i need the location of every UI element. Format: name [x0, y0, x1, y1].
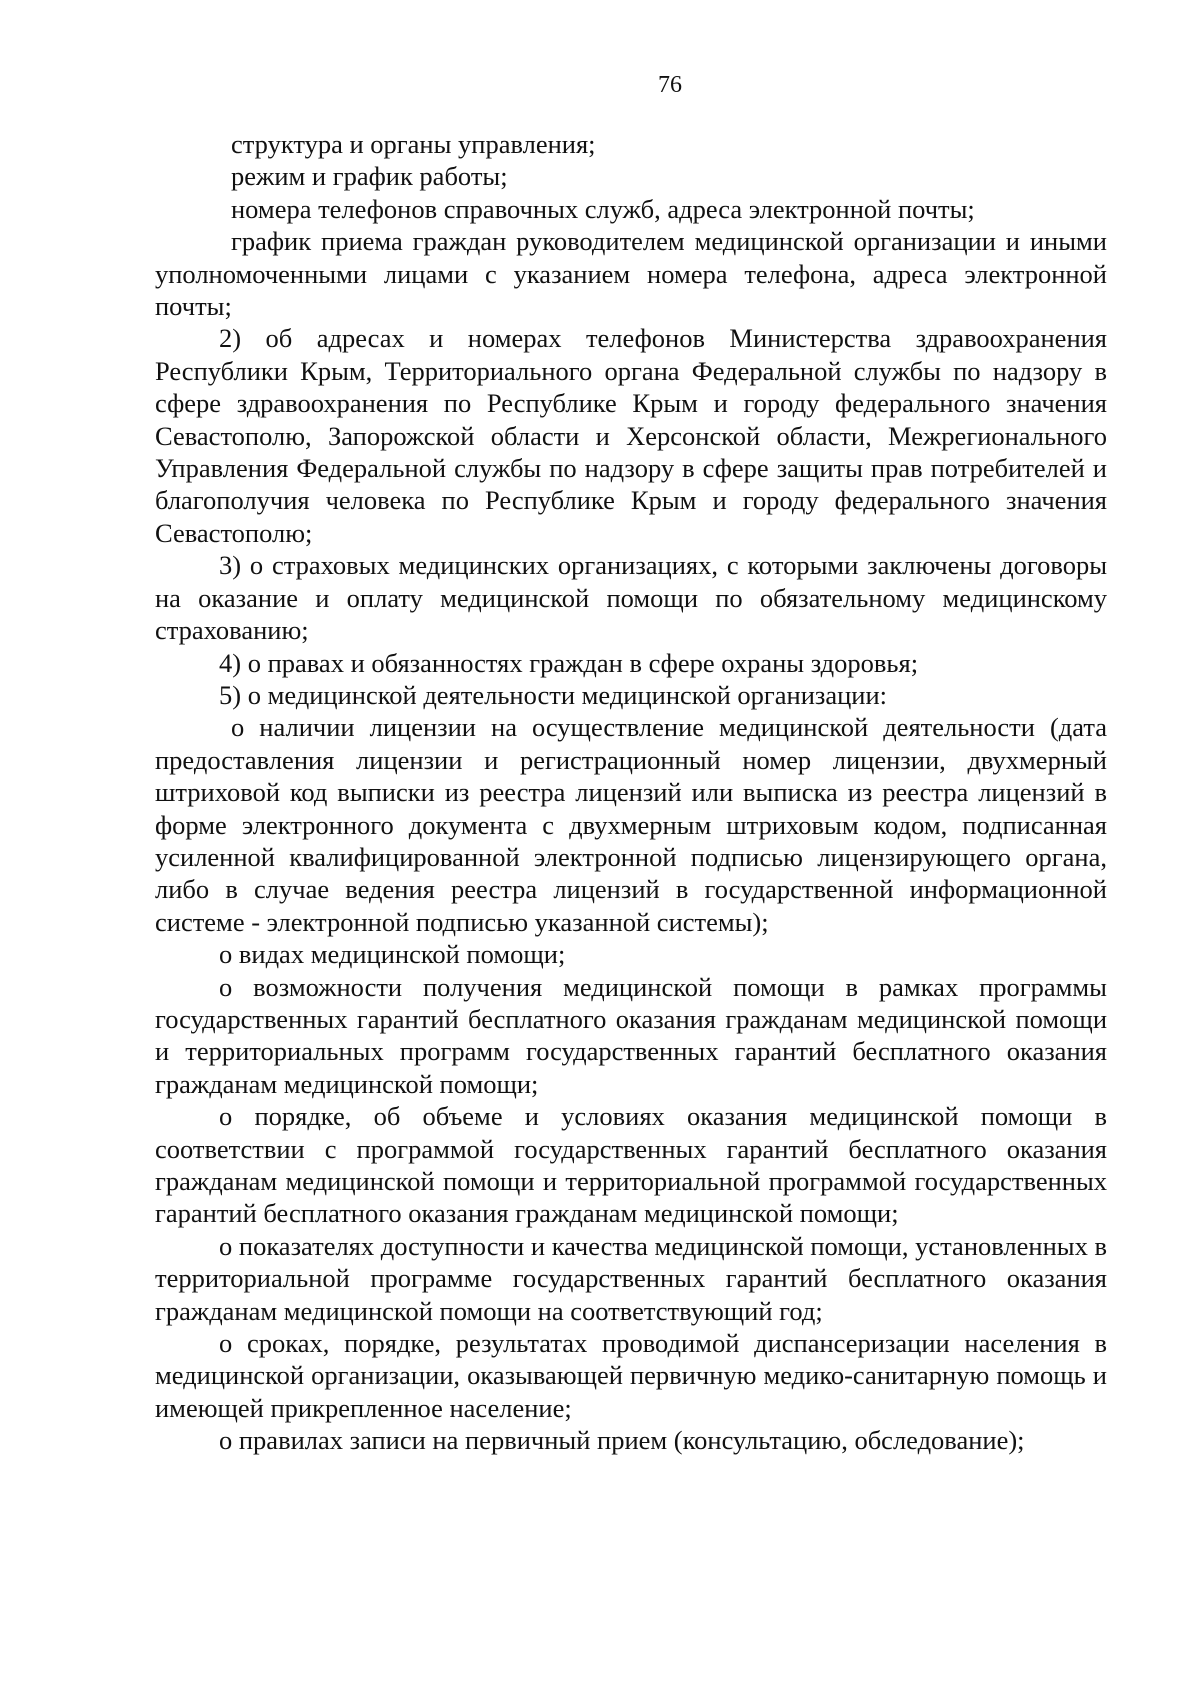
- paragraph-item-5: 5) о медицинской деятельности медицинской организации:: [219, 679, 888, 710]
- paragraph-item-2: 2) об адресах и номерах телефонов Министерства здравоохранения Республики Крым, Территориального органа Федеральной службы по надзору в сфере здравоохранения по Республике Крым и городу федерального значения Севастополю, Запорожской области и Херсонской области, Межрегионального Управления Федеральной службы по надзору в сфере защиты прав потребителей и благополучия человека по Республике Крым и городу федерального значения Севастополю;: [155, 323, 1107, 548]
- paragraph-appointment-rules: о правилах записи на первичный прием (консультацию, обследование);: [219, 1425, 1025, 1456]
- paragraph-care-possibility: о возможности получения медицинской помощи в рамках программы государственных гарантий бесплатного оказания гражданам медицинской помощи и территориальных программ государственных гарантий бесплатного оказания гражданам медицинской помощи;: [155, 971, 1107, 1099]
- paragraph-reception: график приема граждан руководителем медицинской организации и иными уполномоченными лицами с указанием номера телефона, адреса электронной почты;: [155, 226, 1107, 322]
- paragraph-dispensary: о сроках, порядке, результатах проводимой диспансеризации населения в медицинской организации, оказывающей первичную медико-санитарную помощь и имеющей прикрепленное население;: [155, 1328, 1107, 1423]
- paragraph-license: о наличии лицензии на осуществление медицинской деятельности (дата предоставления лицензии и регистрационный номер лицензии, двухмерный штриховой код выписки из реестра лицензий или выписка из реестра лицензий в форме электронного документа с двухмерным штриховым кодом, подписанная усиленной квалифицированной электронной подписью лицензирующего органа, либо в случае ведения реестра лицензий в государственной информационной системе - электронной подписью указанной системы);: [155, 712, 1107, 937]
- paragraph-item-3: 3) о страховых медицинских организациях, с которыми заключены договоры на оказание и оплату медицинской помощи по обязательному медицинскому страхованию;: [155, 550, 1107, 646]
- page-number: 76: [658, 72, 682, 98]
- paragraph-item-4: 4) о правах и обязанностях граждан в сфере охраны здоровья;: [219, 647, 919, 678]
- paragraph-care-procedure: о порядке, об объеме и условиях оказания медицинской помощи в соответствии с программой государственных гарантий бесплатного оказания гражданам медицинской помощи и территориальной программой государственных гарантий бесплатного оказания гражданам медицинской помощи;: [155, 1101, 1107, 1229]
- paragraph-structure: структура и органы управления;: [231, 129, 596, 159]
- paragraph-schedule: режим и график работы;: [231, 161, 508, 192]
- paragraph-phones: номера телефонов справочных служб, адреса электронной почты;: [231, 193, 975, 224]
- paragraph-care-types: о видах медицинской помощи;: [219, 939, 566, 970]
- document-body: [155, 128, 1107, 1457]
- paragraph-quality-indicators: о показателях доступности и качества медицинской помощи, установленных в территориальной программе государственных гарантий бесплатного оказания гражданам медицинской помощи на соответствующий год;: [155, 1230, 1107, 1326]
